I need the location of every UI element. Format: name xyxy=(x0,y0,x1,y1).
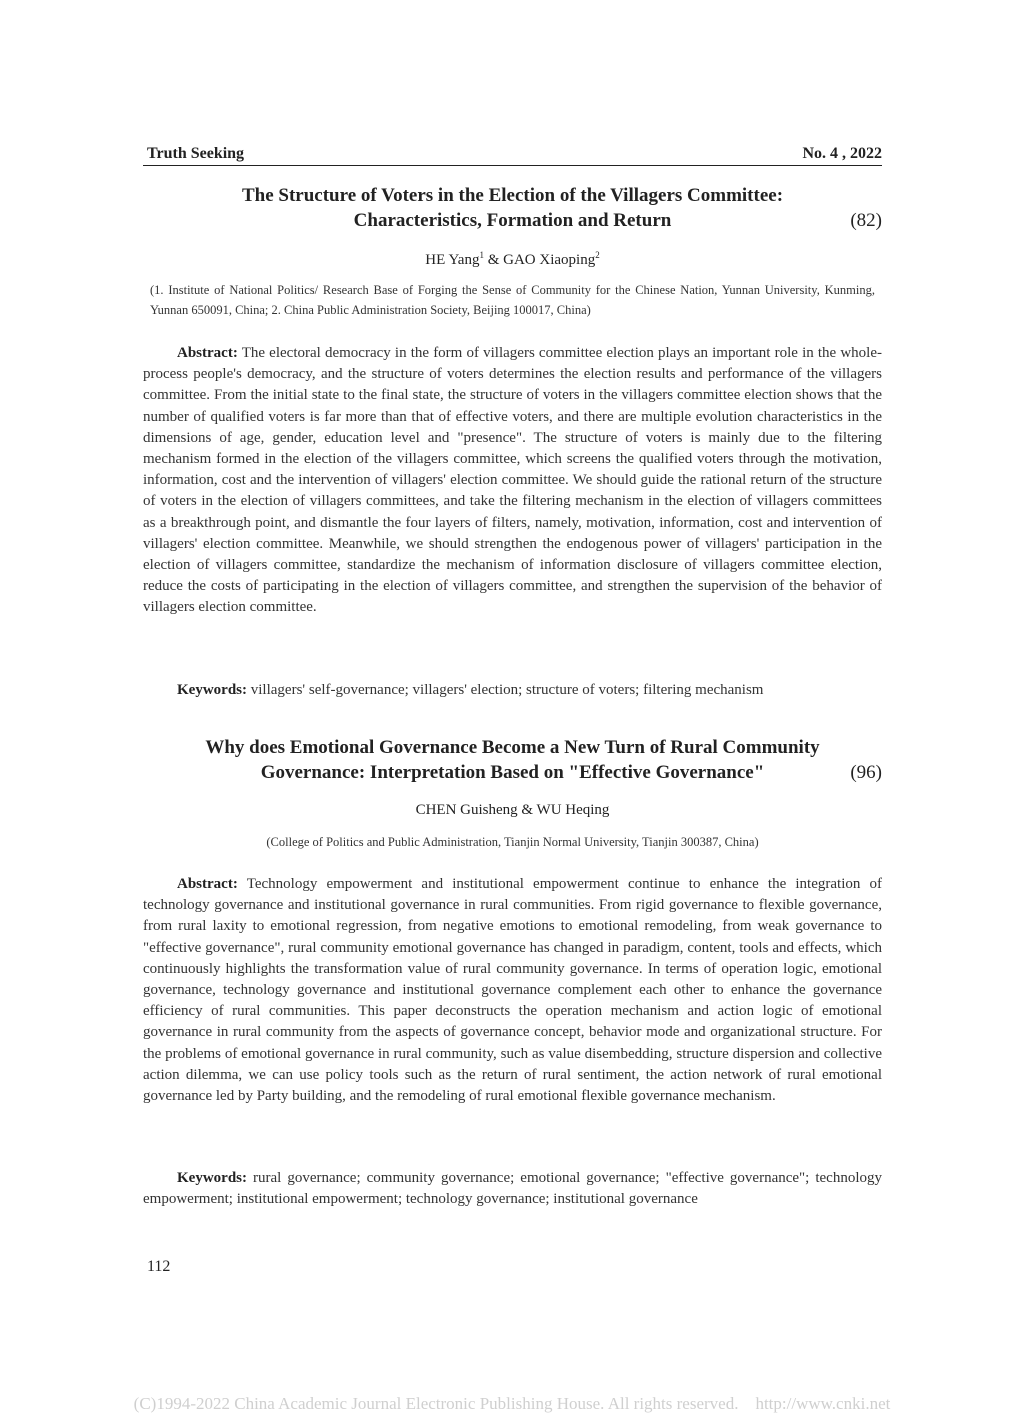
issue-number: No. 4 , 2022 xyxy=(802,145,882,162)
keywords-text: rural governance; community governance; emotional governance; "effective governance"; technology empowerment; institutional empowerment; technology governance; institutional governance xyxy=(143,1170,882,1208)
copyright-text: (C)1994-2022 China Academic Journal Electronic Publishing House. All rights reserved. http://www.cnki.net xyxy=(133,1394,891,1413)
abstract-label: Abstract: xyxy=(177,876,238,892)
page-number: 112 xyxy=(147,1258,171,1275)
article-2-page-ref: (96) xyxy=(850,762,882,783)
abstract-text: Technology empowerment and institutional empowerment continue to enhance the integration of technology governance and institutional governance in rural communities. From rigid governance to flexible governance, from rural laxity to emotional regression, from negative emotions to emotional remodeling, from weak governance to "effective governance", rural community emotional governance has changed in paradigm, content, tools and effects, which continuously highlights the transformation value of rural community governance. In terms of operation logic, emotional governance, technology governance and institutional governance complement each other to enhance the governance efficiency of rural communities. This paper deconstructs the operation mechanism and action logic of emotional governance in rural community from the aspects of governance concept, behavior mode and organizational structure. For the problems of emotional governance in rural community, such as value disembedding, structure dispersion and collective action dilemma, we can use policy tools such as the return of rural sentiment, the action network of rural emotional governance led by Party building, and the remodeling of rural emotional flexible governance mechanism. xyxy=(143,876,883,1105)
article-2-title-line-1: Why does Emotional Governance Become a New Turn of Rural Community xyxy=(205,737,820,758)
author-2-name: GAO Xiaoping xyxy=(503,252,596,268)
article-2-keywords xyxy=(143,1168,882,1210)
running-header xyxy=(143,145,882,166)
author-1-name: HE Yang xyxy=(425,252,480,268)
article-1-authors xyxy=(143,250,882,269)
abstract-label: Abstract: xyxy=(177,345,238,361)
copyright-watermark xyxy=(0,1394,1024,1414)
keywords-text: villagers' self-governance; villagers' election; structure of voters; filtering mechanism xyxy=(250,682,764,698)
article-1-title-line-2: Characteristics, Formation and Return xyxy=(353,210,672,231)
abstract-text: The electoral democracy in the form of villagers committee election plays an important role in the whole-process people's democracy, and the structure of voters determines the election results and performance of the villagers committee. From the initial state to the final state, the structure of voters in the villagers committee election shows that the number of qualified voters is far more than that of effective voters, and there are multiple evolution characteristics in the dimensions of age, gender, education level and "presence". The structure of voters is mainly due to the filtering mechanism formed in the election of the villagers committee, which screens the qualified voters through the motivation, information, cost and the intervention of villagers' election committee. We should guide the rational return of the structure of voters in the election of villagers committees, and take the filtering mechanism in the election of villagers committees as a breakthrough point, and dismantle the four layers of filters, namely, motivation, information, cost and intervention of villagers' election committee. Meanwhile, we should strengthen the endogenous power of villagers' participation in the election of villagers committee, standardize the mechanism of information disclosure of villagers committee election, reduce the costs of participating in the election of villagers committee, and strengthen the supervision of the behavior of villagers election committee. xyxy=(143,345,883,616)
journal-name: Truth Seeking xyxy=(147,145,245,162)
author-separator: & xyxy=(483,252,504,268)
article-1-title xyxy=(143,183,882,233)
article-1-affiliation: (1. Institute of National Politics/ Research Base of Forging the Sense of Community for the Chinese Nation, Yunnan University, Kunming, Yunnan 650091, China; 2. China Public Administration Society, Beijing 100017, China) xyxy=(150,283,875,317)
article-2-affiliation: (College of Politics and Public Administration, Tianjin Normal University, Tianjin 300387, China) xyxy=(266,835,759,849)
author-1-affil-mark: 1 xyxy=(479,250,484,260)
author-2-affil-mark: 2 xyxy=(595,250,600,260)
article-1-abstract xyxy=(143,343,882,619)
article-2-abstract xyxy=(143,874,882,1107)
article-2-title-line-2: Governance: Interpretation Based on "Effective Governance" xyxy=(260,762,765,783)
article-1-keywords xyxy=(143,680,882,701)
article-1-page-ref: (82) xyxy=(850,210,882,231)
article-1-title-line-1: The Structure of Voters in the Election of the Villagers Committee: xyxy=(241,185,784,206)
keywords-label: Keywords: xyxy=(177,1170,247,1186)
article-2-title xyxy=(143,735,882,785)
keywords-label: Keywords: xyxy=(177,682,247,698)
article-2-authors: CHEN Guisheng & WU Heqing xyxy=(415,802,610,818)
